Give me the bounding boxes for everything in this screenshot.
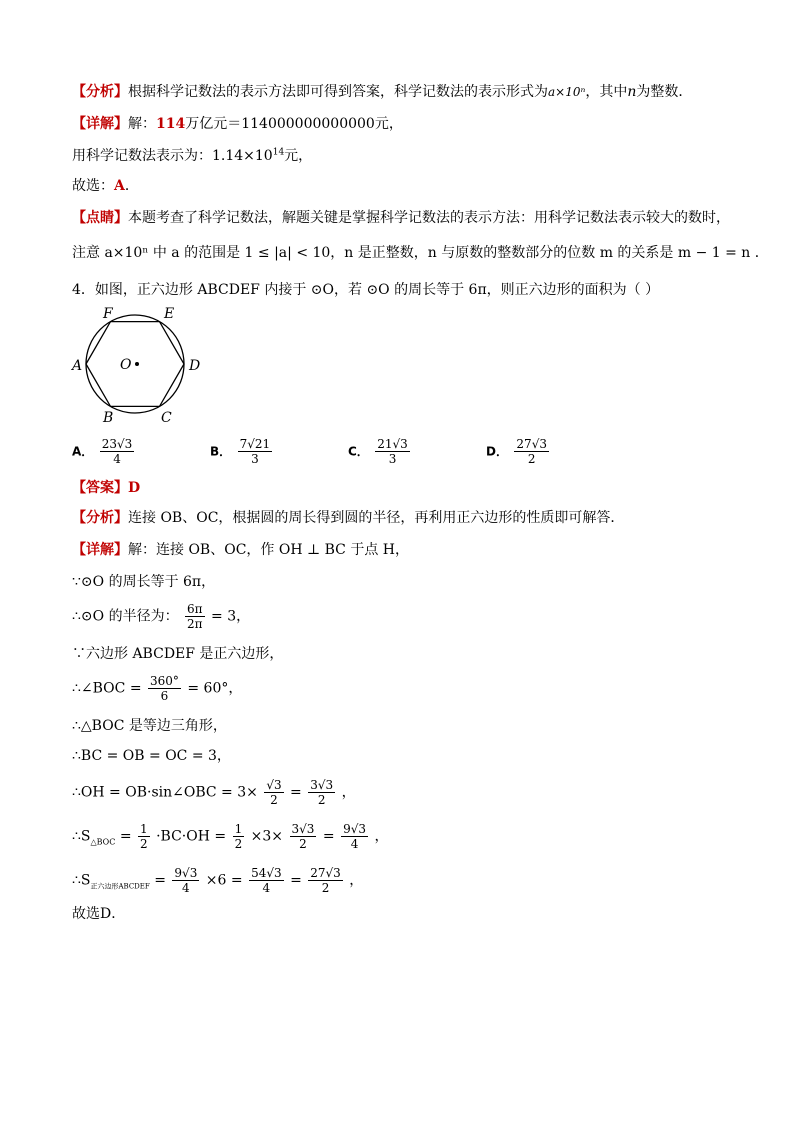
analysis-tag: 【分析】	[72, 84, 128, 100]
frac-27sqrt3-den: 2	[321, 881, 330, 895]
sci-text: 用科学记数法表示为：1.14×10	[72, 148, 273, 164]
analysis-text3: 为整数．	[636, 84, 693, 100]
option-d-frac	[514, 437, 549, 466]
option-b[interactable]	[210, 437, 274, 466]
frac-sqrt3-den: 2	[270, 793, 278, 807]
option-a-letter: A．	[72, 444, 94, 459]
frac-half	[138, 822, 150, 851]
step-9-eq1: =	[154, 872, 166, 889]
frac-6pi-num: 6π	[187, 602, 203, 616]
frac-360	[148, 674, 181, 703]
option-c-den: 3	[388, 452, 397, 466]
step-8-text: ∴S	[72, 828, 91, 845]
option-a-frac	[100, 437, 135, 466]
option-c-letter: C．	[348, 444, 369, 459]
q3-sci-line	[72, 146, 312, 166]
sci-exp: 14	[272, 147, 285, 158]
frac-9sqrt3-num: 9√3	[343, 822, 366, 836]
step-1	[72, 572, 215, 592]
option-a-num: 23√3	[101, 437, 133, 451]
frac-360-num: 360°	[150, 674, 179, 688]
option-b-letter: B．	[210, 444, 232, 459]
step-5	[72, 716, 227, 736]
label-A: A	[72, 358, 83, 374]
q4-detail-line	[72, 540, 409, 560]
q4-detail-text: 解：连接 OB、OC，作 OH ⊥ BC 于点 H，	[128, 542, 409, 558]
frac-54sqrt3-num: 54√3	[251, 866, 282, 880]
step-8-bcoh: ·BC·OH =	[156, 828, 227, 845]
answer-tag: 【答案】	[72, 480, 128, 496]
step-8-eq1: =	[119, 828, 132, 845]
frac-3sqrt3-den: 2	[317, 793, 326, 807]
step-10-text: 故选D．	[72, 906, 126, 922]
frac-9sqrt3b-num: 9√3	[174, 866, 198, 880]
frac-half-den: 2	[140, 837, 148, 851]
comment-tag: 【点睛】	[72, 210, 128, 226]
label-C: C	[161, 410, 172, 426]
step-8-eq2: =	[322, 828, 335, 845]
frac-3sqrt3-num: 3√3	[310, 778, 334, 792]
step-9-eq2: =	[290, 872, 302, 889]
option-d-num: 27√3	[516, 437, 547, 451]
step-7	[72, 778, 356, 807]
q3-comment-line2	[72, 243, 769, 263]
q3-detail-line	[72, 114, 403, 134]
detail-pre: 解：	[128, 116, 156, 132]
frac-27sqrt3-num: 27√3	[310, 866, 341, 880]
frac-27sqrt3-2	[308, 866, 343, 895]
answer-label: 故选：	[72, 178, 114, 194]
frac-half-2	[233, 822, 245, 851]
step-5-text: ∴△BOC 是等边三角形，	[72, 718, 227, 734]
step-8-times3: ×3×	[250, 828, 284, 845]
step-2-eq: = 3，	[211, 608, 251, 625]
step-4-eq: = 60°，	[187, 680, 243, 697]
detail-tag: 【详解】	[72, 116, 128, 132]
frac-9sqrt3-den: 4	[350, 837, 359, 851]
option-b-num: 7√21	[239, 437, 271, 451]
frac-half2-den: 2	[234, 837, 243, 851]
step-2-text: ∴⊙O 的半径为：	[72, 608, 179, 625]
label-E: E	[164, 306, 175, 322]
frac-sqrt3-num: √3	[266, 778, 282, 792]
step-10	[72, 904, 125, 924]
frac-9sqrt3-4b	[172, 866, 199, 895]
step-4	[72, 674, 242, 703]
step-9-text: ∴S	[72, 872, 91, 889]
detail-text: 万亿元＝114000000000000元，	[185, 116, 403, 132]
step-3-text: ∵六边形 ABCDEF 是正六边形，	[72, 646, 284, 662]
frac-half2-num: 1	[234, 822, 243, 836]
step-8-comma: ，	[374, 828, 389, 845]
step-9-times6: ×6 =	[205, 872, 243, 889]
option-a-den: 4	[113, 452, 121, 466]
q4-analysis-tag: 【分析】	[72, 510, 128, 526]
option-c-frac	[375, 437, 410, 466]
step-9-comma: ，	[349, 872, 364, 889]
option-d[interactable]	[486, 437, 551, 466]
step-1-text: ∵⊙O 的周长等于 6π，	[72, 574, 216, 590]
q4-answer-line	[72, 478, 140, 498]
answer-val: D	[128, 480, 141, 496]
option-d-letter: D．	[486, 444, 508, 459]
comment-text: 本题考查了科学记数法，解题关键是掌握科学记数法的表示方法：用科学记数法表示较大的数时，	[128, 210, 730, 226]
analysis-expr: a×10ⁿ	[548, 85, 586, 99]
frac-360-den: 6	[160, 689, 169, 703]
q4-analysis-line	[72, 508, 624, 528]
option-d-den: 2	[527, 452, 536, 466]
frac-half-num: 1	[140, 822, 148, 836]
analysis-n: n	[627, 84, 637, 100]
frac-54sqrt3-4	[249, 866, 284, 895]
analysis-text2: ，其中	[585, 84, 628, 100]
answer-end: ．	[124, 178, 139, 194]
q4-detail-tag: 【详解】	[72, 542, 128, 558]
q4-stem	[72, 280, 659, 300]
option-a[interactable]	[72, 437, 136, 466]
q3-comment-line	[72, 208, 730, 228]
frac-54sqrt3-den: 4	[262, 881, 271, 895]
frac-9sqrt3-4	[341, 822, 368, 851]
sci-unit: 元，	[284, 148, 313, 164]
label-O: O	[120, 357, 132, 373]
step-6-text: ∴BC = OB = OC = 3，	[72, 748, 231, 764]
hexagon-figure	[70, 306, 210, 426]
frac-6pi-den: 2π	[187, 617, 203, 631]
frac-6pi	[185, 602, 205, 631]
step-9	[72, 866, 363, 895]
step-7-eq: =	[290, 784, 302, 801]
step-6	[72, 746, 231, 766]
step-4-text: ∴∠BOC =	[72, 680, 142, 697]
frac-sqrt3-2	[264, 778, 283, 807]
step-8	[72, 822, 388, 851]
frac-3sqrt3b-num: 3√3	[291, 822, 315, 836]
option-b-frac	[238, 437, 273, 466]
answer-letter: A	[114, 178, 125, 194]
center-point	[135, 362, 139, 366]
option-c[interactable]	[348, 437, 412, 466]
frac-9sqrt3b-den: 4	[182, 881, 190, 895]
step-8-sub: △BOC	[90, 837, 116, 847]
step-7-comma: ，	[341, 784, 356, 801]
frac-3sqrt3b-den: 2	[299, 837, 307, 851]
analysis-text: 根据科学记数法的表示方法即可得到答案，科学记数法的表示形式为	[128, 84, 548, 100]
q4-stem-text: 4．如图，正六边形 ABCDEF 内接于 ⊙O，若 ⊙O 的周长等于 6π，则正六边形的面积为（ ）	[72, 282, 660, 298]
q3-analysis-line	[72, 82, 692, 102]
frac-3sqrt3-2	[308, 778, 335, 807]
step-2	[72, 602, 250, 631]
label-F: F	[103, 306, 113, 322]
detail-val: 114	[156, 116, 186, 132]
step-7-text: ∴OH = OB·sin∠OBC = 3×	[72, 784, 258, 801]
q4-analysis-text: 连接 OB、OC，根据圆的周长得到圆的半径，再利用正六边形的性质即可解答．	[128, 510, 625, 526]
label-D: D	[189, 358, 201, 374]
step-9-sub: 正六边形ABCDEF	[90, 882, 150, 891]
comment-line2: 注意 a×10ⁿ 中 a 的范围是 1 ≤ |a| < 10，n 是正整数，n 与原数的整数部分的位数 m 的关系是 m − 1 = n ．	[72, 245, 769, 261]
q3-answer-line	[72, 176, 139, 196]
step-3	[72, 644, 283, 664]
option-c-num: 21√3	[377, 437, 408, 451]
frac-3sqrt3-2b	[290, 822, 317, 851]
option-b-den: 3	[251, 452, 259, 466]
label-B: B	[103, 410, 114, 426]
